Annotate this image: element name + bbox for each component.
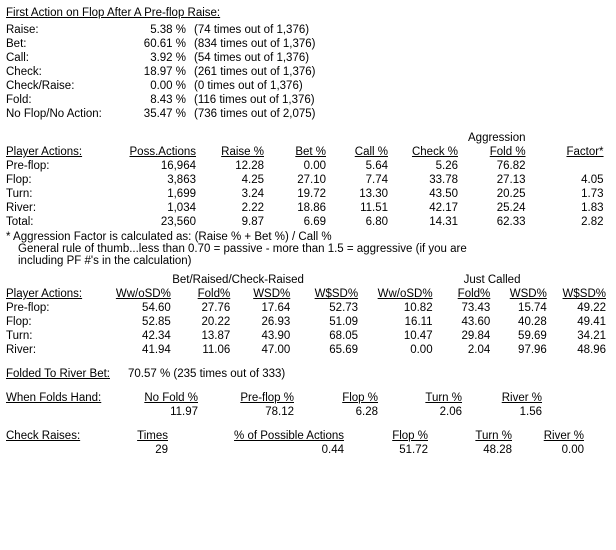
cell-br-wwosd: 54.60: [142, 302, 171, 314]
cell-call-pct: 13.30: [359, 188, 388, 200]
table-row: [6, 23, 315, 37]
cell-no-fold-pct: 11.97: [170, 406, 198, 418]
table-row: [6, 79, 315, 93]
row-detail: (116 times out of 1,376): [194, 94, 315, 106]
note-line-1: * Aggression Factor is calculated as: (Raise % + Bet %) / Call %: [6, 231, 332, 243]
empty-cell: [118, 131, 206, 145]
col-header-br-fold: Fold%: [197, 288, 231, 300]
cell-call-pct: 6.80: [365, 216, 388, 228]
player-actions-table: [6, 131, 614, 229]
cell-raise-pct: 12.28: [235, 160, 264, 172]
cell-jc-wwosd: 0.00: [410, 344, 433, 356]
cell-jc-wssd: 34.21: [577, 330, 606, 342]
table-row: [6, 367, 428, 381]
col-header-times: Times: [137, 430, 168, 442]
col-header-player-actions: Player Actions:: [6, 146, 83, 158]
cell-jc-wssd: 48.96: [577, 344, 606, 356]
row-label: Flop:: [6, 174, 32, 186]
cell-poss-actions: 3,863: [167, 174, 196, 186]
table-row: [6, 301, 616, 315]
cell-br-wsd: 17.64: [261, 302, 291, 314]
col-header-aggression-factor: Factor*: [566, 146, 604, 158]
row-detail: (0 times out of 1,376): [194, 80, 303, 92]
empty-cell: [206, 131, 274, 145]
cell-call-pct: 5.64: [365, 160, 388, 172]
cell-br-fold: 13.87: [201, 330, 231, 342]
row-percent: 5.38 %: [150, 24, 186, 36]
spacer: [0, 419, 616, 429]
cell-raise-pct: 9.87: [241, 216, 264, 228]
when-folds-hand-section: [0, 391, 616, 419]
table-row: [6, 443, 594, 457]
row-label: River:: [6, 344, 37, 356]
cell-jc-fold: 29.84: [461, 330, 491, 342]
col-header-river-pct: River %: [501, 392, 542, 404]
empty-cell: [398, 131, 468, 145]
showdown-stats-section: [0, 273, 616, 357]
cell-turn-pct: 2.06: [439, 406, 462, 418]
cell-river-pct: 0.00: [561, 444, 584, 456]
cell-poss-actions: 23,560: [160, 216, 196, 228]
cell-check-pct: 33.78: [429, 174, 458, 186]
cell-bet-pct: 0.00: [303, 160, 326, 172]
row-label: Turn:: [6, 330, 33, 342]
row-label: Check/Raise:: [6, 80, 75, 92]
first-action-on-flop-section: [0, 0, 616, 121]
row-label: Bet:: [6, 38, 27, 50]
col-header-jc-wsd: WSD%: [509, 288, 547, 300]
row-label: Call:: [6, 52, 30, 64]
cell-fold-pct: 27.13: [496, 174, 526, 186]
aggression-superheader-row: [6, 131, 614, 145]
row-label: No Flop/No Action:: [6, 108, 102, 120]
cell-check-pct: 42.17: [429, 202, 458, 214]
table-row: [6, 405, 552, 419]
table-header-row: [6, 391, 552, 405]
empty-cell: [6, 131, 118, 145]
table-row: [6, 329, 616, 343]
row-detail: (261 times out of 1,376): [194, 66, 316, 78]
cell-bet-pct: 19.72: [297, 188, 326, 200]
table-row: [6, 65, 315, 79]
col-header-jc-wssd: W$SD%: [562, 288, 606, 300]
cell-jc-wsd: 97.96: [518, 344, 547, 356]
cell-poss-actions: 16,964: [160, 160, 196, 172]
first-action-on-flop-title: First Action on Flop After A Pre-flop Raise:: [6, 7, 221, 19]
cell-raise-pct: 4.25: [241, 174, 264, 186]
spacer: [0, 121, 616, 131]
col-header-poss-actions: Poss.Actions: [129, 146, 196, 158]
row-percent: 8.43 %: [150, 94, 186, 106]
empty-cell: [6, 273, 108, 287]
row-detail: (54 times out of 1,376): [194, 52, 310, 64]
cell-bet-pct: 27.10: [297, 174, 326, 186]
col-header-no-fold-pct: No Fold %: [144, 392, 198, 404]
cell-raise-pct: 3.24: [241, 188, 264, 200]
col-header-pct-possible-actions: % of Possible Actions: [234, 430, 344, 442]
cell-call-pct: 7.74: [365, 174, 388, 186]
cell-river-pct: 1.56: [519, 406, 542, 418]
row-label: Fold:: [6, 94, 32, 106]
cell-fold-pct: 62.33: [496, 216, 526, 228]
group-header-row: [6, 273, 616, 287]
cell-jc-wsd: 59.69: [518, 330, 547, 342]
col-header-bet-pct: Bet %: [295, 146, 326, 158]
col-header-call-pct: Call %: [354, 146, 388, 158]
cell-jc-wwosd: 10.47: [403, 330, 433, 342]
cell-check-pct: 43.50: [429, 188, 458, 200]
cell-jc-fold: 43.60: [461, 316, 491, 328]
aggression-factor-note: [6, 229, 616, 267]
cell-preflop-pct: 78.12: [265, 406, 294, 418]
cell-jc-wsd: 15.74: [518, 302, 547, 314]
empty-cell: [336, 131, 398, 145]
cell-br-fold: 20.22: [201, 316, 231, 328]
cell-turn-pct: 48.28: [483, 444, 512, 456]
cell-jc-wssd: 49.22: [577, 302, 606, 314]
when-folds-hand-table: [6, 391, 552, 419]
cell-aggression-factor: 1.83: [581, 202, 604, 214]
cell-br-wssd: 52.73: [329, 302, 359, 314]
col-header-br-wwosd: Ww/oSD%: [115, 288, 171, 300]
col-header-river-pct: River %: [543, 430, 584, 442]
col-header-when-folds-hand: When Folds Hand:: [6, 392, 102, 404]
player-actions-section: [0, 131, 616, 267]
table-row: [6, 37, 315, 51]
cell-jc-fold: 73.43: [461, 302, 491, 314]
col-header-fold-pct: Fold %: [489, 146, 526, 158]
folded-to-river-bet-value: 70.57 % (235 times out of 333): [128, 368, 286, 380]
row-percent: 3.92 %: [150, 52, 186, 64]
empty-cell: [536, 131, 614, 145]
check-raises-section: [0, 429, 616, 457]
row-detail: (74 times out of 1,376): [194, 24, 310, 36]
row-percent: 35.47 %: [143, 108, 186, 120]
cell-br-wsd: 43.90: [261, 330, 291, 342]
folded-to-river-bet-label: Folded To River Bet:: [6, 368, 110, 380]
cell-br-wssd: 51.09: [329, 316, 359, 328]
row-label: River:: [6, 202, 37, 214]
table-row: [6, 93, 315, 107]
col-header-check-pct: Check %: [411, 146, 458, 158]
row-label: Check:: [6, 66, 42, 78]
cell-jc-fold: 2.04: [467, 344, 491, 356]
table-row-total: [6, 215, 614, 229]
col-header-flop-pct: Flop %: [392, 430, 428, 442]
col-header-br-wssd: W$SD%: [314, 288, 359, 300]
row-detail: (736 times out of 2,075): [194, 108, 316, 120]
table-row: [6, 173, 614, 187]
table-header-row: [6, 145, 614, 159]
spacer: [0, 357, 616, 367]
cell-aggression-factor: 1.73: [581, 188, 604, 200]
row-percent: 18.97 %: [143, 66, 186, 78]
cell-jc-wwosd: 10.82: [403, 302, 433, 314]
col-header-raise-pct: Raise %: [221, 146, 264, 158]
aggression-superheader: Aggression: [468, 132, 526, 144]
cell-check-pct: 5.26: [435, 160, 458, 172]
empty-cell: [6, 405, 118, 419]
cell-aggression-factor: [536, 159, 614, 173]
empty-cell: [274, 131, 336, 145]
table-row: [6, 107, 315, 121]
group-header-just-called: Just Called: [463, 274, 521, 286]
cell-times: 29: [155, 444, 168, 456]
row-percent: 60.61 %: [143, 38, 186, 50]
cell-flop-pct: 6.28: [355, 406, 378, 418]
cell-br-wssd: 65.69: [329, 344, 359, 356]
cell-raise-pct: 2.22: [241, 202, 264, 214]
folded-to-river-bet-section: [0, 367, 616, 381]
cell-pct-possible-actions: 0.44: [321, 444, 344, 456]
cell-poss-actions: 1,699: [167, 188, 196, 200]
cell-jc-wsd: 40.28: [518, 316, 547, 328]
table-row: [6, 187, 614, 201]
cell-fold-pct: 25.24: [496, 202, 526, 214]
col-header-turn-pct: Turn %: [425, 392, 462, 404]
col-header-flop-pct: Flop %: [342, 392, 378, 404]
cell-br-fold: 27.76: [201, 302, 231, 314]
table-row: [6, 343, 616, 357]
note-line-3: including PF #'s in the calculation): [18, 255, 192, 267]
row-label: Raise:: [6, 24, 39, 36]
table-row: [6, 51, 315, 65]
row-detail: (834 times out of 1,376): [194, 38, 316, 50]
row-label: Pre-flop:: [6, 302, 50, 314]
cell-aggression-factor: 4.05: [581, 174, 604, 186]
cell-check-pct: 14.31: [429, 216, 458, 228]
cell-br-wwosd: 52.85: [142, 316, 171, 328]
group-header-bet-raised: Bet/Raised/Check-Raised: [172, 274, 304, 286]
cell-br-wssd: 68.05: [329, 330, 359, 342]
empty-cell: [6, 443, 110, 457]
cell-call-pct: 11.51: [360, 202, 388, 214]
table-header-row: [6, 429, 594, 443]
table-row: [6, 201, 614, 215]
col-header-player-actions: Player Actions:: [6, 288, 83, 300]
table-header-row: [6, 287, 616, 301]
cell-bet-pct: 18.86: [297, 202, 326, 214]
cell-br-fold: 11.06: [202, 344, 231, 356]
row-label: Turn:: [6, 188, 33, 200]
row-percent: 0.00 %: [150, 80, 186, 92]
note-line-2: General rule of thumb...less than 0.70 = passive - more than 1.5 = aggressive (if you are: [18, 243, 467, 255]
row-label: Pre-flop:: [6, 160, 50, 172]
col-header-check-raises: Check Raises:: [6, 430, 81, 442]
cell-aggression-factor: 2.82: [581, 216, 604, 228]
cell-br-wwosd: 42.34: [142, 330, 171, 342]
folded-to-river-bet-table: [6, 367, 428, 381]
cell-flop-pct: 51.72: [399, 444, 428, 456]
table-row: [6, 315, 616, 329]
cell-bet-pct: 6.69: [303, 216, 326, 228]
spacer: [0, 381, 616, 391]
cell-poss-actions: 1,034: [167, 202, 196, 214]
cell-br-wsd: 47.00: [261, 344, 291, 356]
row-label: Flop:: [6, 316, 32, 328]
table-row: [6, 159, 614, 173]
cell-fold-pct: 76.82: [496, 160, 526, 172]
col-header-preflop-pct: Pre-flop %: [240, 392, 294, 404]
showdown-stats-table: [6, 273, 616, 357]
col-header-jc-wwosd: Ww/oSD%: [377, 288, 433, 300]
row-label: Total:: [6, 216, 34, 228]
col-header-turn-pct: Turn %: [475, 430, 512, 442]
cell-br-wwosd: 41.94: [142, 344, 171, 356]
check-raises-table: [6, 429, 594, 457]
col-header-jc-fold: Fold%: [457, 288, 491, 300]
cell-fold-pct: 20.25: [496, 188, 526, 200]
cell-jc-wssd: 49.41: [577, 316, 606, 328]
cell-br-wsd: 26.93: [261, 316, 291, 328]
first-action-on-flop-table: [6, 23, 315, 121]
col-header-br-wsd: WSD%: [253, 288, 291, 300]
cell-jc-wwosd: 16.11: [404, 316, 433, 328]
